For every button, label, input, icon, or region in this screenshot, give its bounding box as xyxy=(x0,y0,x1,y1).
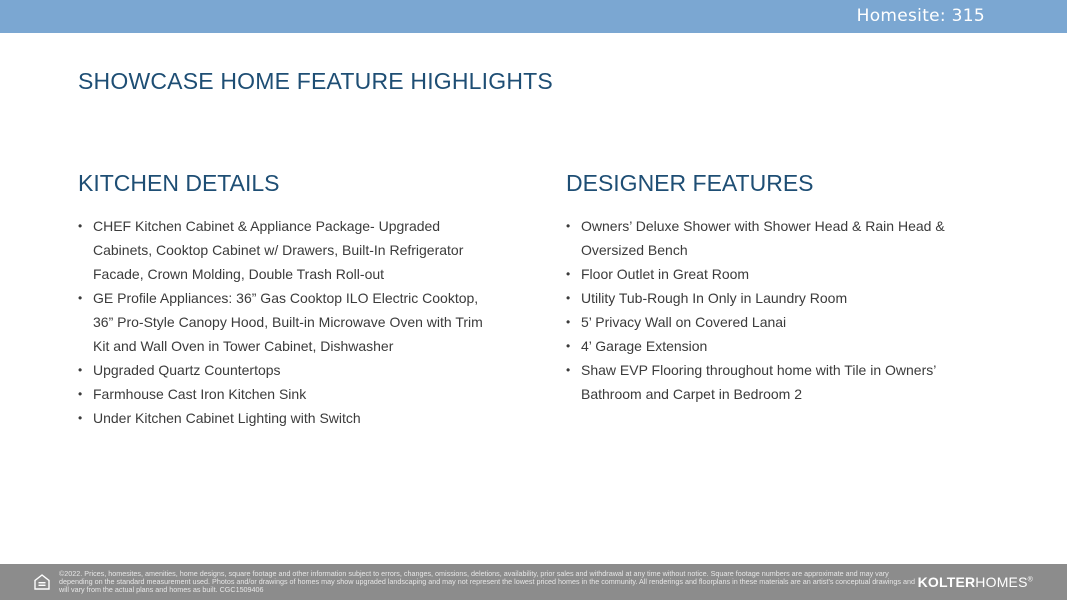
list-item-text: 5’ Privacy Wall on Covered Lanai xyxy=(581,314,787,330)
top-bar xyxy=(0,0,1067,33)
bullet-icon: • xyxy=(78,291,83,305)
list-item xyxy=(78,358,498,382)
logo-regular-text: HOMES xyxy=(975,574,1028,590)
list-item-text: Farmhouse Cast Iron Kitchen Sink xyxy=(93,386,307,402)
list-item xyxy=(78,406,498,430)
bullet-icon: • xyxy=(566,315,571,329)
bullet-icon: • xyxy=(78,387,83,401)
list-item-text: Owners’ Deluxe Shower with Shower Head & Rain Head & Oversized Bench xyxy=(581,218,945,258)
footer xyxy=(0,564,1067,600)
list-item-text: Utility Tub-Rough In Only in Laundry Room xyxy=(581,290,848,306)
list-item-text: GE Profile Appliances: 36” Gas Cooktop ILO Electric Cooktop, 36” Pro-Style Canopy Hood, Built-in Microwave Oven with Trim Kit and Wall Oven in Tower Cabinet, Dishwasher xyxy=(93,290,483,354)
list-item-text: Shaw EVP Flooring throughout home with Tile in Owners’ Bathroom and Carpet in Bedroom 2 xyxy=(581,362,936,402)
homesite-label: Homesite: 315 xyxy=(856,6,985,26)
list-item xyxy=(566,214,946,262)
page-title: SHOWCASE HOME FEATURE HIGHLIGHTS xyxy=(78,68,553,94)
bullet-icon: • xyxy=(566,339,571,353)
list-item-text: Upgraded Quartz Countertops xyxy=(93,362,281,378)
footer-disclaimer: ©2022. Prices, homesites, amenities, home designs, square footage and other information subject to errors, changes, omissions, deletions, availability, prior sales and withdrawal at any time without notice. Square footage numbers are approximate and may vary depending on the standard measurement used. Photos and/or drawings of homes may show upgraded landscaping and may not represent the lowest priced homes in the community. All renderings and floorplans in these materials are an artist’s conceptual drawings and will vary from the actual plans and homes as built. CGC1509406 xyxy=(59,569,915,594)
bullet-icon: • xyxy=(566,219,571,233)
list-item xyxy=(566,358,946,406)
designer-list xyxy=(566,214,946,406)
equal-housing-icon xyxy=(34,574,50,590)
list-item xyxy=(566,334,946,358)
bullet-icon: • xyxy=(566,363,571,377)
bullet-icon: • xyxy=(78,363,83,377)
designer-heading: DESIGNER FEATURES xyxy=(566,170,814,196)
bullet-icon: • xyxy=(566,291,571,305)
list-item-text: CHEF Kitchen Cabinet & Appliance Package- Upgraded Cabinets, Cooktop Cabinet w/ Drawers, Built-In Refrigerator Facade, Crown Molding, Double Trash Roll-out xyxy=(93,218,464,282)
list-item xyxy=(78,214,498,286)
list-item xyxy=(566,310,946,334)
list-item xyxy=(78,382,498,406)
list-item-text: Floor Outlet in Great Room xyxy=(581,266,750,282)
kitchen-heading: KITCHEN DETAILS xyxy=(78,170,280,196)
bullet-icon: • xyxy=(566,267,571,281)
list-item xyxy=(566,262,946,286)
logo-registered-mark: ® xyxy=(1027,576,1033,584)
bullet-icon: • xyxy=(78,219,83,233)
list-item xyxy=(78,286,498,358)
logo-bold-text: KOLTER xyxy=(917,574,976,590)
kitchen-list xyxy=(78,214,498,430)
list-item-text: Under Kitchen Cabinet Lighting with Switch xyxy=(93,410,361,426)
bullet-icon: • xyxy=(78,411,83,425)
kolter-homes-logo xyxy=(918,574,1033,590)
list-item xyxy=(566,286,946,310)
list-item-text: 4’ Garage Extension xyxy=(581,338,708,354)
